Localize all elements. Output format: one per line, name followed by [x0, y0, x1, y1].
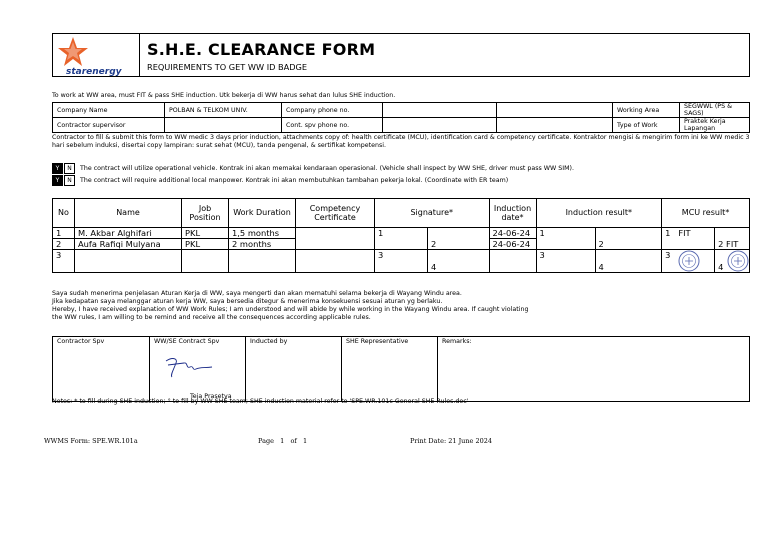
mcu-value: 2 FIT [718, 239, 739, 249]
col-name: Name [75, 199, 182, 228]
star-logo-icon [53, 34, 139, 76]
medical-stamp-icon [676, 250, 702, 272]
spv-phone-value[interactable] [383, 118, 497, 133]
mcu-cell-2[interactable] [715, 228, 750, 250]
cell-index: 3 [665, 250, 671, 260]
supervisor-value[interactable] [165, 118, 282, 133]
declaration-line: Saya sudah menerima penjelasan Aturan Kerja di WW, saya mengerti dan akan mematuhi selama bekerja di Wayang Windu area. [52, 290, 462, 297]
cell-index: 2 [598, 239, 604, 249]
inducted-by-label: Inducted by [250, 338, 288, 345]
spv-phone-label: Cont. spv phone no. [282, 118, 383, 133]
col-induction-date: Induction date* [489, 199, 536, 228]
col-mcu-result: MCU result* [662, 199, 750, 228]
declaration-text [52, 290, 752, 321]
induction-cell-3[interactable] [536, 250, 595, 273]
mcu-cell-4[interactable] [715, 250, 750, 273]
row-job[interactable]: PKL [182, 228, 229, 239]
row-date[interactable]: 24-06-24 [489, 228, 536, 239]
signature-cell-2[interactable] [428, 228, 490, 250]
row-cert[interactable] [296, 228, 375, 250]
row-cert[interactable] [296, 250, 375, 273]
notes-text: Notes: * to fill during SHE induction; ° to fill by WW SHE team; SHE induction material refer to 'SPE.WR.101c General SHE Rules.doc' [52, 398, 469, 405]
table-header-row [53, 199, 750, 228]
type-of-work-label: Type of Work [613, 118, 680, 133]
intro-text: To work at WW area, must FIT & pass SHE induction. Utk bekerja di WW harus sehat dan lulus SHE induction. [52, 92, 396, 99]
checkbox-label: The contract will utilize operational vehicle. Kontrak ini akan memakai kendaraan operasional. (Vehicle shall inspect by WW SHE, driver must pass WW SIM). [80, 165, 574, 172]
induction-cell-2[interactable] [595, 228, 662, 250]
yes-checkbox[interactable]: Y [52, 175, 63, 186]
form-header [52, 33, 750, 77]
no-checkbox[interactable]: N [64, 163, 75, 174]
footer-form-no: WWMS Form: SPE.WR.101a [44, 437, 138, 445]
handwritten-signature [162, 355, 222, 381]
blank-cell [497, 118, 613, 133]
row-no: 2 [53, 239, 75, 250]
signature-cell-4[interactable] [428, 250, 490, 273]
cell-index: 2 [431, 239, 437, 249]
cell-index: 1 [378, 228, 384, 238]
row-duration[interactable]: 1,5 months [229, 228, 296, 239]
col-induction-result: Induction result* [536, 199, 662, 228]
ww-se-spv-cell[interactable] [150, 337, 246, 402]
personnel-table [52, 198, 750, 273]
medical-stamp-icon [725, 250, 751, 272]
checkbox-row-manpower [52, 175, 508, 186]
company-phone-value[interactable] [383, 103, 497, 118]
she-rep-label: SHE Representative [346, 338, 409, 345]
row-duration[interactable] [229, 250, 296, 273]
cell-index: 4 [718, 262, 724, 272]
row-date[interactable]: 24-06-24 [489, 239, 536, 250]
row-job[interactable]: PKL [182, 239, 229, 250]
mcu-value: FIT [678, 228, 691, 238]
signature-cell-3[interactable] [375, 250, 428, 273]
table-row [53, 228, 750, 239]
cell-index: 3 [378, 250, 384, 260]
row-date[interactable] [489, 250, 536, 273]
row-no: 1 [53, 228, 75, 239]
col-competency: Competency Certificate [296, 199, 375, 228]
contractor-spv-label: Contractor Spv [57, 338, 105, 345]
working-area-value[interactable]: SEGWWL (PS & SAGS) [680, 103, 750, 118]
induction-cell-1[interactable] [536, 228, 595, 250]
col-signature: Signature* [375, 199, 490, 228]
instructions-text: Contractor to fill & submit this form to WW medic 3 days prior induction, attachments copy of: health certificate (MCU), identification card & competency certificate. Kontraktor mengisi & mengirim form ini ke WW medic 3 hari sebelum induksi, disertai copy lampiran: surat sehat (MCU), tanda pengenal, & sertifikat kompetensi. [52, 134, 750, 149]
info-table [52, 102, 750, 133]
form-title: S.H.E. CLEARANCE FORM [147, 40, 376, 59]
induction-cell-4[interactable] [595, 250, 662, 273]
company-logo [53, 34, 140, 76]
signature-table [52, 336, 750, 402]
col-job-position: Job Position [182, 199, 229, 228]
company-name-value[interactable]: POLBAN & TELKOM UNIV. [165, 103, 282, 118]
yes-checkbox[interactable]: Y [52, 163, 63, 174]
signature-cell-1[interactable] [375, 228, 428, 250]
supervisor-label: Contractor supervisor [53, 118, 165, 133]
declaration-line: Jika kedapatan saya melanggar aturan kerja WW, saya bersedia ditegur & menerima konsekuensi sesuai aturan yg berlaku. [52, 297, 443, 305]
logo-text: starenergy [66, 67, 122, 76]
col-work-duration: Work Duration [229, 199, 296, 228]
cell-index: 1 [539, 228, 545, 238]
company-name-label: Company Name [53, 103, 165, 118]
cell-index: 4 [598, 262, 604, 272]
no-checkbox[interactable]: N [64, 175, 75, 186]
mcu-cell-3[interactable] [662, 250, 715, 273]
signer-name: Teja Prasetya [190, 393, 232, 400]
mcu-cell-1[interactable] [662, 228, 715, 250]
row-name[interactable] [75, 250, 182, 273]
row-duration[interactable]: 2 months [229, 239, 296, 250]
working-area-label: Working Area [613, 103, 680, 118]
table-row [53, 250, 750, 273]
form-subtitle: REQUIREMENTS TO GET WW ID BADGE [147, 62, 308, 72]
footer-page: Page 1 of 1 [258, 437, 308, 445]
she-rep-cell[interactable] [342, 337, 438, 402]
blank-cell [497, 103, 613, 118]
inducted-by-cell[interactable] [246, 337, 342, 402]
type-of-work-value[interactable]: Praktek Kerja Lapangan [680, 118, 750, 133]
col-no: No [53, 199, 75, 228]
cell-index: 4 [431, 262, 437, 272]
company-phone-label: Company phone no. [282, 103, 383, 118]
contractor-spv-cell[interactable] [53, 337, 150, 402]
row-no: 3 [53, 250, 75, 273]
row-name[interactable]: Aufa Rafiqi Mulyana [75, 239, 182, 250]
remarks-label: Remarks: [442, 338, 472, 345]
row-job[interactable] [182, 250, 229, 273]
cell-index: 3 [539, 250, 545, 260]
cell-index: 1 [665, 228, 671, 238]
row-name[interactable]: M. Akbar Alghifari [75, 228, 182, 239]
declaration-line: Hereby, I have received explanation of WW Work Rules; I am understood and will abide by while working in the Wayang Windu area. If caught violating [52, 305, 529, 313]
declaration-line: the WW rules, I am willing to be remind and receive all the consequences according applicable rules. [52, 313, 371, 321]
remarks-cell[interactable] [438, 337, 750, 402]
checkbox-label: The contract will require additional local manpower. Kontrak ini akan membutuhkan tambahan pekerja lokal. (Coordinate with ER team) [80, 177, 509, 184]
ww-se-spv-label: WW/SE Contract Spv [154, 338, 220, 345]
checkbox-row-vehicle [52, 163, 574, 174]
footer-print-date: Print Date: 21 June 2024 [410, 437, 492, 445]
